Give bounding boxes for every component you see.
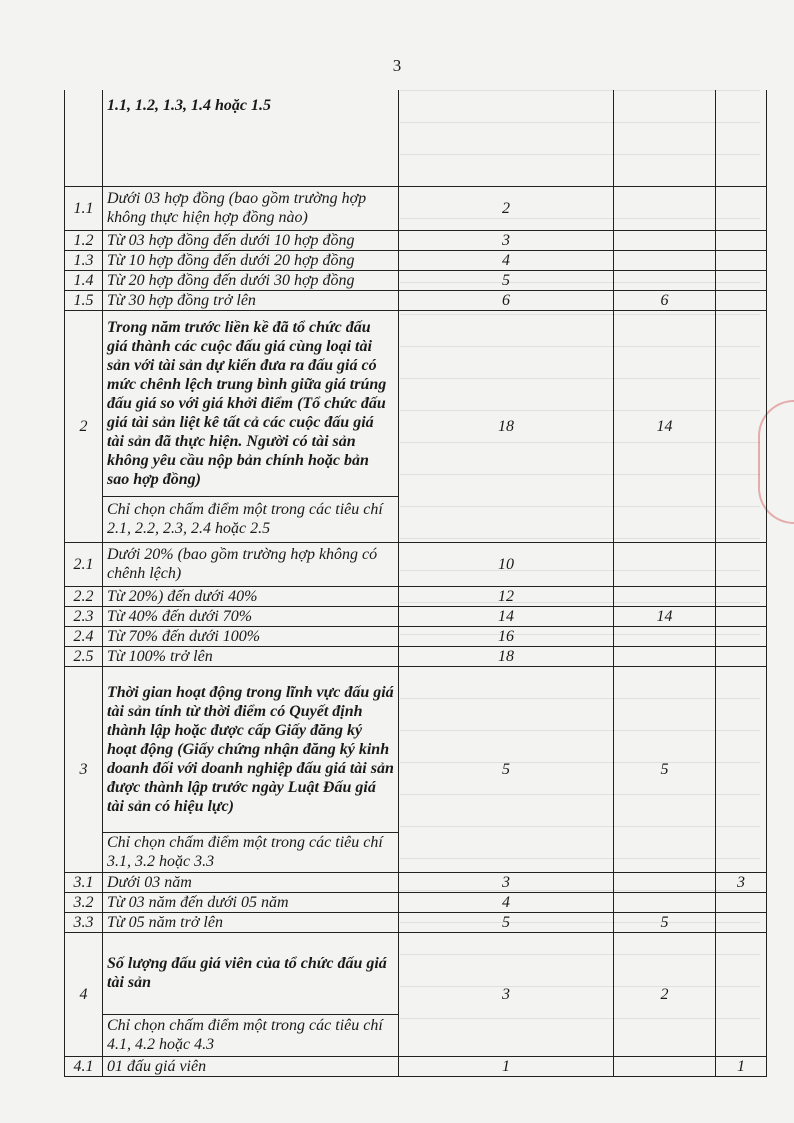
extra-score (716, 270, 767, 290)
criterion-number: 3.1 (65, 872, 103, 892)
criterion-text: 1.1, 1.2, 1.3, 1.4 hoặc 1.5 (103, 90, 399, 186)
table-row (65, 586, 767, 606)
table-row (65, 666, 767, 832)
criterion-number: 2.3 (65, 606, 103, 626)
table-row (65, 90, 767, 186)
criterion-text: Từ 40% đến dưới 70% (103, 606, 399, 626)
assessed-score (614, 230, 716, 250)
table-row (65, 1056, 767, 1076)
criterion-text: Dưới 20% (bao gồm trường hợp không có chênh lệch) (103, 542, 399, 586)
extra-score (716, 912, 767, 932)
extra-score (716, 586, 767, 606)
table-row (65, 290, 767, 310)
table-row (65, 932, 767, 1014)
assessed-score (614, 250, 716, 270)
extra-score (716, 230, 767, 250)
max-score (399, 90, 614, 186)
criterion-number: 3.2 (65, 892, 103, 912)
max-score: 3 (399, 872, 614, 892)
extra-score (716, 626, 767, 646)
extra-score (716, 646, 767, 666)
extra-score: 3 (716, 872, 767, 892)
max-score: 4 (399, 892, 614, 912)
criterion-text: Từ 10 hợp đồng đến dưới 20 hợp đồng (103, 250, 399, 270)
criterion-number: 4 (65, 932, 103, 1056)
extra-score (716, 606, 767, 626)
criterion-text: Trong năm trước liền kề đã tổ chức đấu giá thành các cuộc đấu giá cùng loại tài sản với tài sản dự kiến đưa ra đấu giá có mức chênh lệch trung bình giữa giá trúng đấu giá so với giá khởi điểm (Tổ chức đấu giá tài sản liệt kê tất cả các cuộc đấu giá tài sản đã thực hiện. Người có tài sản không yêu cầu nộp bản chính hoặc bản sao hợp đồng) (103, 310, 399, 496)
table-row (65, 250, 767, 270)
criterion-text: Từ 20%) đến dưới 40% (103, 586, 399, 606)
criterion-text: Dưới 03 năm (103, 872, 399, 892)
assessed-score: 2 (614, 932, 716, 1056)
extra-score (716, 542, 767, 586)
table-row (65, 186, 767, 230)
table-row (65, 892, 767, 912)
scoring-table (64, 90, 767, 1077)
table-row (65, 270, 767, 290)
scoring-table-body (65, 90, 767, 1076)
extra-score (716, 250, 767, 270)
assessed-score (614, 90, 716, 186)
table-row (65, 230, 767, 250)
assessed-score (614, 646, 716, 666)
assessed-score: 5 (614, 666, 716, 872)
max-score: 4 (399, 250, 614, 270)
table-row (65, 310, 767, 496)
max-score: 1 (399, 1056, 614, 1076)
max-score: 3 (399, 230, 614, 250)
extra-score (716, 666, 767, 872)
scoring-table-container (64, 90, 766, 1077)
assessed-score: 6 (614, 290, 716, 310)
max-score: 12 (399, 586, 614, 606)
max-score: 3 (399, 932, 614, 1056)
criterion-text: Từ 20 hợp đồng đến dưới 30 hợp đồng (103, 270, 399, 290)
assessed-score (614, 1056, 716, 1076)
criterion-text: Từ 70% đến dưới 100% (103, 626, 399, 646)
assessed-score (614, 586, 716, 606)
criterion-text: Số lượng đấu giá viên của tổ chức đấu giá tài sản (103, 932, 399, 1014)
max-score: 18 (399, 646, 614, 666)
extra-score (716, 310, 767, 542)
criterion-instruction: Chỉ chọn chấm điểm một trong các tiêu chí 4.1, 4.2 hoặc 4.3 (103, 1014, 399, 1056)
table-row (65, 872, 767, 892)
max-score: 5 (399, 912, 614, 932)
table-row (65, 646, 767, 666)
extra-score (716, 186, 767, 230)
max-score: 5 (399, 666, 614, 872)
criterion-text: Từ 03 hợp đồng đến dưới 10 hợp đồng (103, 230, 399, 250)
max-score: 18 (399, 310, 614, 542)
criterion-number: 1.5 (65, 290, 103, 310)
criterion-text: Từ 05 năm trở lên (103, 912, 399, 932)
criterion-text: Dưới 03 hợp đồng (bao gồm trường hợp không thực hiện hợp đồng nào) (103, 186, 399, 230)
criterion-number: 2.4 (65, 626, 103, 646)
max-score: 14 (399, 606, 614, 626)
assessed-score: 5 (614, 912, 716, 932)
extra-score (716, 90, 767, 186)
criterion-number: 3 (65, 666, 103, 872)
extra-score (716, 290, 767, 310)
criterion-number: 1.2 (65, 230, 103, 250)
criterion-instruction: Chỉ chọn chấm điểm một trong các tiêu chí 3.1, 3.2 hoặc 3.3 (103, 832, 399, 872)
assessed-score (614, 892, 716, 912)
max-score: 2 (399, 186, 614, 230)
criterion-number: 2.2 (65, 586, 103, 606)
criterion-number: 1.4 (65, 270, 103, 290)
assessed-score: 14 (614, 310, 716, 542)
criterion-instruction: Chỉ chọn chấm điểm một trong các tiêu chí 2.1, 2.2, 2.3, 2.4 hoặc 2.5 (103, 496, 399, 542)
extra-score: 1 (716, 1056, 767, 1076)
extra-score (716, 892, 767, 912)
table-row (65, 912, 767, 932)
criterion-text: Từ 03 năm đến dưới 05 năm (103, 892, 399, 912)
assessed-score (614, 542, 716, 586)
assessed-score: 14 (614, 606, 716, 626)
page-number: 3 (392, 56, 402, 75)
criterion-number (65, 90, 103, 186)
table-row (65, 542, 767, 586)
max-score: 5 (399, 270, 614, 290)
criterion-text: Từ 100% trở lên (103, 646, 399, 666)
table-row (65, 626, 767, 646)
criterion-number: 2.1 (65, 542, 103, 586)
criterion-number: 2.5 (65, 646, 103, 666)
max-score: 16 (399, 626, 614, 646)
criterion-number: 3.3 (65, 912, 103, 932)
criterion-text: Thời gian hoạt động trong lĩnh vực đấu giá tài sản tính từ thời điểm có Quyết định thành lập hoặc được cấp Giấy đăng ký hoạt động (Giấy chứng nhận đăng ký kinh doanh đối với doanh nghiệp đấu giá tài sản được thành lập trước ngày Luật Đấu giá tài sản có hiệu lực) (103, 666, 399, 832)
table-row (65, 606, 767, 626)
assessed-score (614, 270, 716, 290)
assessed-score (614, 626, 716, 646)
criterion-number: 4.1 (65, 1056, 103, 1076)
criterion-number: 2 (65, 310, 103, 542)
criterion-text: 01 đấu giá viên (103, 1056, 399, 1076)
criterion-number: 1.3 (65, 250, 103, 270)
extra-score (716, 932, 767, 1056)
criterion-number: 1.1 (65, 186, 103, 230)
max-score: 6 (399, 290, 614, 310)
assessed-score (614, 186, 716, 230)
assessed-score (614, 872, 716, 892)
max-score: 10 (399, 542, 614, 586)
criterion-text: Từ 30 hợp đồng trở lên (103, 290, 399, 310)
